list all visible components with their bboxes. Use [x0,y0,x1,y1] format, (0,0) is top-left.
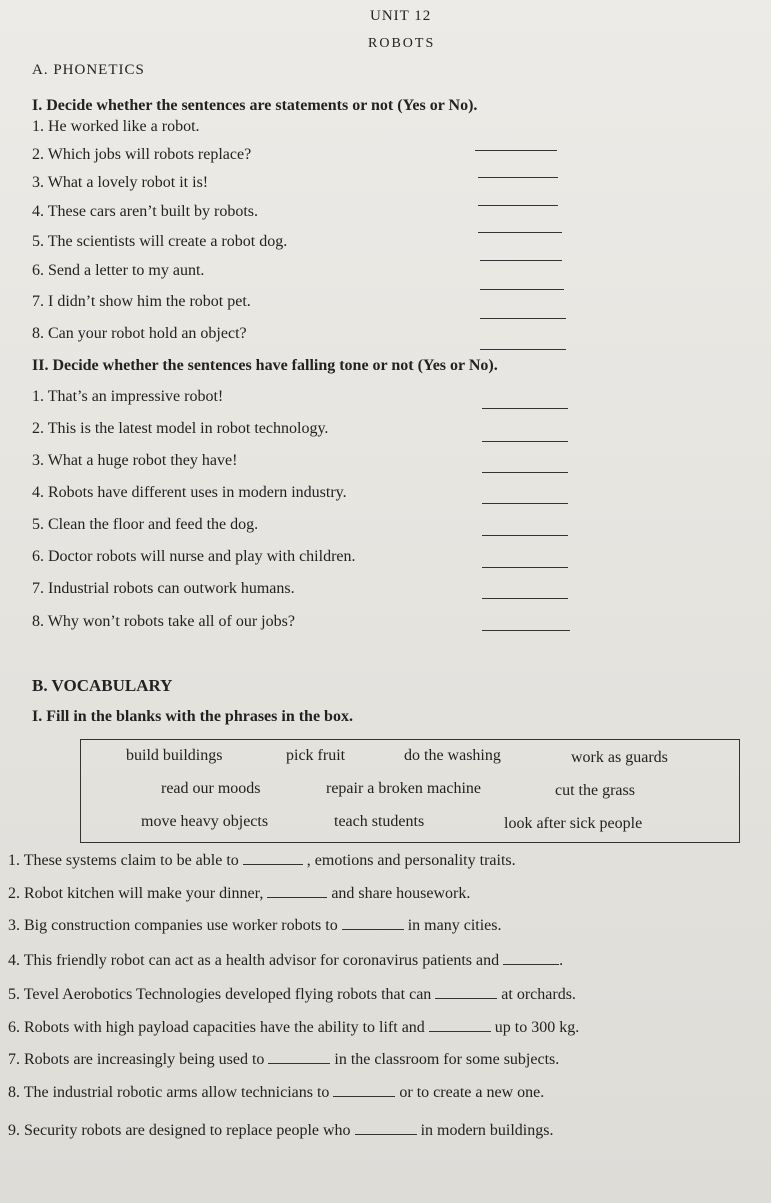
fill-sentence-4: 4. This friendly robot can act as a health advisor for coronavirus patients and . [8,952,564,969]
p2-answer-blank-3[interactable] [482,472,568,473]
p2-item-3: 3. What a huge robot they have! [32,452,238,469]
p1-answer-blank-5[interactable] [480,260,562,261]
fill-blank-7[interactable] [268,1062,330,1064]
p2-answer-blank-4[interactable] [482,503,568,504]
section-a-title: A. PHONETICS [32,62,145,78]
p1-answer-blank-3[interactable] [478,205,558,206]
fill-blank-4[interactable] [503,963,559,965]
p2-item-2: 2. This is the latest model in robot technology. [32,420,329,437]
p1-answer-blank-2[interactable] [478,177,558,178]
fill-blank-3[interactable] [342,928,404,930]
p2-answer-blank-7[interactable] [482,598,568,599]
p2-item-7: 7. Industrial robots can outwork humans. [32,580,295,597]
p1-answer-blank-1[interactable] [475,150,557,151]
vocab-instruction: I. Fill in the blanks with the phrases in the box. [32,708,353,725]
p1-item-8: 8. Can your robot hold an object? [32,325,247,342]
fill-sentence-6: 6. Robots with high payload capacities have the ability to lift and up to 300 kg. [8,1019,580,1036]
p1-answer-blank-4[interactable] [478,232,562,233]
fill-sentence-9: 9. Security robots are designed to replace people who in modern buildings. [8,1122,554,1139]
phrase-item: build buildings [126,747,223,764]
fill-sentence-3: 3. Big construction companies use worker robots to in many cities. [8,917,502,934]
p2-answer-blank-2[interactable] [482,441,568,442]
fill-blank-6[interactable] [429,1030,491,1032]
p1-item-2: 2. Which jobs will robots replace? [32,146,252,163]
fill-blank-8[interactable] [333,1095,395,1097]
p2-item-5: 5. Clean the floor and feed the dog. [32,516,259,533]
phrase-box [80,739,740,843]
fill-sentence-1: 1. These systems claim to be able to , emotions and personality traits. [8,852,516,869]
unit-topic: ROBOTS [368,36,436,51]
fill-sentence-5: 5. Tevel Aerobotics Technologies developed flying robots that can at orchards. [8,986,576,1003]
fill-sentence-8: 8. The industrial robotic arms allow technicians to or to create a new one. [8,1084,545,1101]
p2-item-1: 1. That’s an impressive robot! [32,388,224,405]
phrase-item: repair a broken machine [326,780,482,797]
p1-item-6: 6. Send a letter to my aunt. [32,262,205,279]
p2-answer-blank-6[interactable] [482,567,568,568]
p1-answer-blank-8[interactable] [480,349,566,350]
p2-answer-blank-5[interactable] [482,535,568,536]
p1-item-5: 5. The scientists will create a robot dog. [32,233,288,250]
p1-answer-blank-7[interactable] [480,318,566,319]
unit-title: UNIT 12 [370,8,432,24]
part-2-instruction: II. Decide whether the sentences have falling tone or not (Yes or No). [32,357,498,374]
part-1-instruction: I. Decide whether the sentences are statements or not (Yes or No). [32,97,478,114]
p1-item-7: 7. I didn’t show him the robot pet. [32,293,251,310]
p1-item-1: 1. He worked like a robot. [32,118,200,135]
phrase-item: read our moods [161,780,261,797]
p1-item-4: 4. These cars aren’t built by robots. [32,203,259,220]
p2-answer-blank-1[interactable] [482,408,568,409]
p2-item-8: 8. Why won’t robots take all of our jobs? [32,613,295,630]
fill-blank-2[interactable] [267,896,327,898]
phrase-item: do the washing [404,747,501,764]
section-b-title: B. VOCABULARY [32,676,173,695]
phrase-item: cut the grass [555,782,635,799]
phrase-item: pick fruit [286,747,346,764]
phrase-item: move heavy objects [141,813,269,830]
p2-item-4: 4. Robots have different uses in modern industry. [32,484,347,501]
fill-blank-5[interactable] [435,997,497,999]
phrase-item: look after sick people [504,815,643,832]
fill-blank-9[interactable] [355,1133,417,1135]
p1-item-3: 3. What a lovely robot it is! [32,174,209,191]
p2-item-6: 6. Doctor robots will nurse and play with children. [32,548,356,565]
p1-answer-blank-6[interactable] [480,289,564,290]
phrase-item: work as guards [571,749,668,766]
phrase-item: teach students [334,813,425,830]
p2-answer-blank-8[interactable] [482,630,570,631]
fill-sentence-2: 2. Robot kitchen will make your dinner, and share housework. [8,885,471,902]
fill-blank-1[interactable] [243,863,303,865]
fill-sentence-7: 7. Robots are increasingly being used to in the classroom for some subjects. [8,1051,560,1068]
